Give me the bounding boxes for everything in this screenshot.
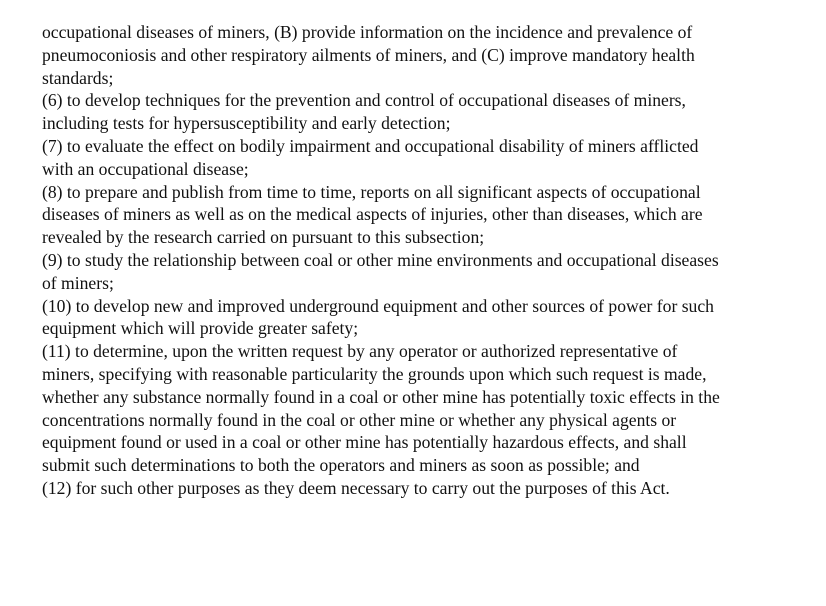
document-body (42, 21, 822, 500)
text-line: pneumoconiosis and other respiratory ailments of miners, and (C) improve mandatory health (42, 44, 695, 65)
text-line: (10) to develop new and improved underground equipment and other sources of power for such (42, 295, 714, 316)
text-line: (11) to determine, upon the written request by any operator or authorized representative of (42, 341, 678, 362)
text-line: with an occupational disease; (42, 158, 249, 179)
text-line: of miners; (42, 272, 114, 293)
text-line: miners, specifying with reasonable particularity the grounds upon which such request is made, (42, 363, 707, 384)
text-line: concentrations normally found in the coal or other mine or whether any physical agents or (42, 409, 677, 430)
text-line: (12) for such other purposes as they deem necessary to carry out the purposes of this Act. (42, 477, 670, 498)
text-line: standards; (42, 67, 114, 88)
text-line: (8) to prepare and publish from time to time, reports on all significant aspects of occupational (42, 181, 701, 202)
text-line: equipment which will provide greater safety; (42, 318, 359, 339)
text-line: (7) to evaluate the effect on bodily impairment and occupational disability of miners afflicted (42, 135, 699, 156)
text-line: (6) to develop techniques for the prevention and control of occupational diseases of miners, (42, 90, 686, 111)
text-line: diseases of miners as well as on the medical aspects of injuries, other than diseases, which are (42, 204, 703, 225)
text-line: including tests for hypersusceptibility and early detection; (42, 113, 451, 134)
text-line: (9) to study the relationship between coal or other mine environments and occupational diseases (42, 249, 719, 270)
text-line: revealed by the research carried on pursuant to this subsection; (42, 227, 485, 248)
text-line: whether any substance normally found in a coal or other mine has potentially toxic effects in the (42, 386, 720, 407)
text-line: submit such determinations to both the operators and miners as soon as possible; and (42, 455, 640, 476)
text-line: occupational diseases of miners, (B) provide information on the incidence and prevalence of (42, 22, 693, 42)
text-line: equipment found or used in a coal or other mine has potentially hazardous effects, and shall (42, 432, 687, 453)
